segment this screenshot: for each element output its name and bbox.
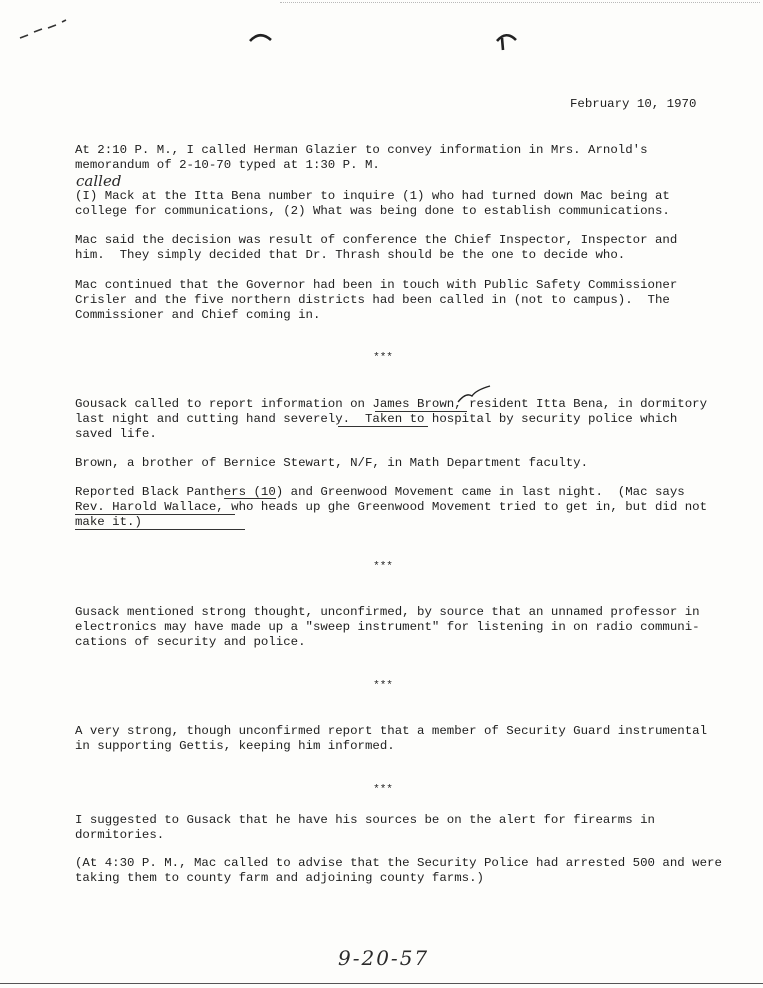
section-separator: *** bbox=[373, 561, 393, 573]
paragraph-7: Reported Black Panthers (10) and Greenwood Movement came in last night. (Mac says Rev. Harold Wallace, who heads up ghe Greenwood Movement tried to get in, but did not make it.) bbox=[75, 485, 708, 530]
section-separator: *** bbox=[373, 352, 393, 364]
handwritten-file-number: 9-20-57 bbox=[338, 946, 430, 970]
handwritten-note-called: called bbox=[76, 172, 122, 190]
underline-hospital bbox=[338, 426, 428, 427]
paragraph-8: Gusack mentioned strong thought, unconfirmed, by source that an unnamed professor in electronics may have made up a "sweep instrument" for listening in on radio communi- cations of security and police. bbox=[75, 605, 700, 650]
paragraph-9: A very strong, though unconfirmed report that a member of Security Guard instrumental in supporting Gettis, keeping him informed. bbox=[75, 724, 708, 754]
underline-panthers bbox=[224, 498, 276, 499]
ink-mark-check bbox=[456, 384, 492, 406]
paragraph-5: Gousack called to report information on James Brown, resident Itta Bena, in dormitory last night and cutting hand severely. Taken to hospital by security police which saved life. bbox=[75, 397, 708, 442]
section-separator: *** bbox=[373, 784, 393, 796]
section-separator: *** bbox=[373, 680, 393, 692]
paragraph-4: Mac continued that the Governor had been in touch with Public Safety Commissioner Crisler and the five northern districts had been called in (not to campus). The Commissioner and Chief coming in. bbox=[75, 278, 678, 323]
paragraph-10: I suggested to Gusack that he have his sources be on the alert for firearms in dormitories. bbox=[75, 813, 655, 843]
memo-date: February 10, 1970 bbox=[570, 97, 697, 111]
paragraph-2: (I) Mack at the Itta Bena number to inquire (1) who had turned down Mac being at college for communications, (2) What was being done to establish communications. bbox=[75, 189, 670, 219]
underline-james-brown bbox=[375, 411, 467, 412]
paragraph-3: Mac said the decision was result of conference the Chief Inspector, Inspector and him. They simply decided that Dr. Thrash should be the one to decide who. bbox=[75, 233, 678, 263]
paragraph-11: (At 4:30 P. M., Mac called to advise that the Security Police had arrested 500 and were taking them to county farm and adjoining county farms.) bbox=[75, 856, 722, 886]
page-bottom-edge bbox=[0, 983, 763, 984]
underline-make-it bbox=[75, 529, 245, 530]
underline-harold-wallace bbox=[75, 514, 235, 515]
page-top-edge bbox=[280, 2, 760, 3]
paragraph-1: At 2:10 P. M., I called Herman Glazier to convey information in Mrs. Arnold's memorandum of 2-10-70 typed at 1:30 P. M. bbox=[75, 143, 648, 173]
scan-mark-top-left bbox=[18, 16, 70, 42]
punch-mark-right bbox=[494, 30, 520, 52]
paragraph-6: Brown, a brother of Bernice Stewart, N/F, in Math Department faculty. bbox=[75, 456, 589, 470]
punch-mark-left bbox=[248, 30, 274, 44]
